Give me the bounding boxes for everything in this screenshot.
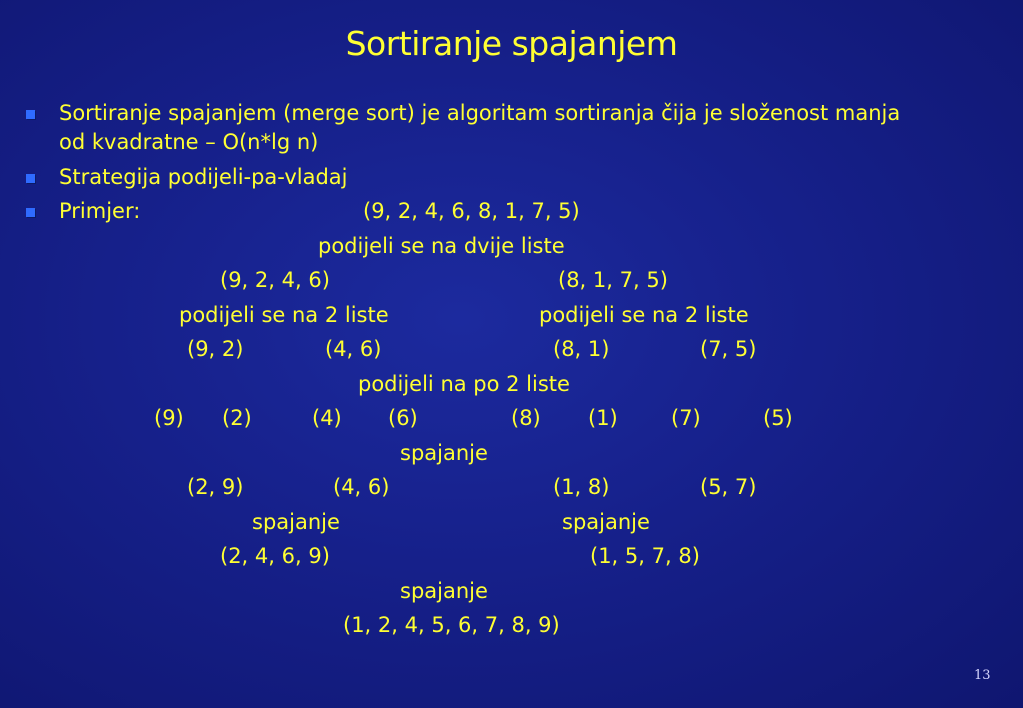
single-list: (4) [312, 406, 342, 430]
bullet-text-line2: od kvadratne – O(n*lg n) [59, 130, 319, 154]
quarter-list: (8, 1) [553, 337, 610, 361]
quarter-list: (7, 5) [700, 337, 757, 361]
merge-step-label-right: spajanje [562, 510, 650, 534]
merge-step-label: spajanje [400, 441, 488, 465]
sorted-result: (1, 2, 4, 5, 6, 7, 8, 9) [343, 613, 560, 637]
square-bullet-icon [26, 110, 35, 119]
single-list: (5) [763, 406, 793, 430]
single-list: (9) [154, 406, 184, 430]
page-number: 13 [974, 668, 991, 683]
quarter-list: (4, 6) [325, 337, 382, 361]
merged-half-left: (2, 4, 6, 9) [220, 544, 330, 568]
merge-step-label: spajanje [400, 579, 488, 603]
merged-pair: (1, 8) [553, 475, 610, 499]
split-step-label-right: podijeli se na 2 liste [539, 303, 749, 327]
split-step-label: podijeli se na dvije liste [318, 234, 565, 258]
bullet-text: Strategija podijeli-pa-vladaj [59, 165, 348, 189]
square-bullet-icon [26, 174, 35, 183]
single-list: (8) [511, 406, 541, 430]
square-bullet-icon [26, 208, 35, 217]
merged-pair: (5, 7) [700, 475, 757, 499]
bullet-text-line1: Sortiranje spajanjem (merge sort) je algoritam sortiranja čija je složenost manja [59, 101, 901, 125]
merged-pair: (2, 9) [187, 475, 244, 499]
bullet-label: Primjer: [59, 199, 141, 223]
merge-step-label-left: spajanje [252, 510, 340, 534]
slide-title: Sortiranje spajanjem [345, 24, 678, 63]
single-list: (7) [671, 406, 701, 430]
example-input-list: (9, 2, 4, 6, 8, 1, 7, 5) [363, 199, 580, 223]
single-list: (2) [222, 406, 252, 430]
half-list-left: (9, 2, 4, 6) [220, 268, 330, 292]
single-list: (6) [388, 406, 418, 430]
quarter-list: (9, 2) [187, 337, 244, 361]
split-step-label: podijeli na po 2 liste [358, 372, 570, 396]
merged-pair: (4, 6) [333, 475, 390, 499]
half-list-right: (8, 1, 7, 5) [558, 268, 668, 292]
split-step-label-left: podijeli se na 2 liste [179, 303, 389, 327]
single-list: (1) [588, 406, 618, 430]
merged-half-right: (1, 5, 7, 8) [590, 544, 700, 568]
